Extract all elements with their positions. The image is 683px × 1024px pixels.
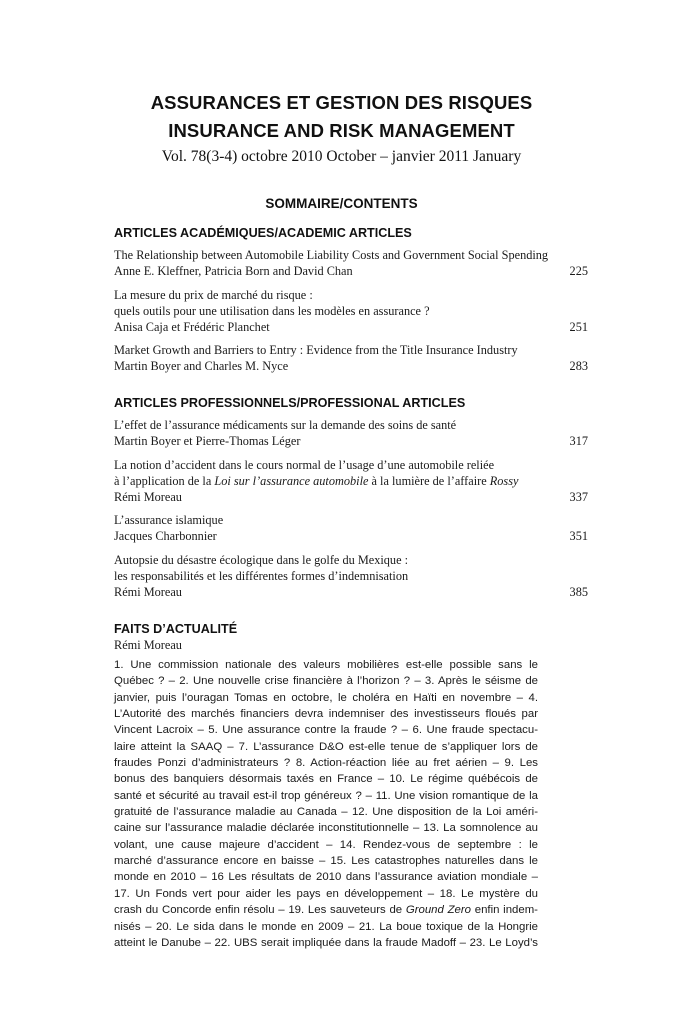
paragraph-line: 1. Une commission nationale des valeurs mobilières est-elle possible sans le bbox=[114, 659, 538, 671]
paragraph-line: gratuité de l’assurance maladie au Canada – 12. Une disposition de la Loi améri- bbox=[114, 806, 538, 819]
article-authors: Martin Boyer and Charles M. Nyce bbox=[114, 359, 289, 373]
article-title: L’assurance islamique bbox=[114, 513, 224, 527]
article-authors: Anisa Caja et Frédéric Planchet bbox=[114, 320, 270, 334]
contents-heading: SOMMAIRE/CONTENTS bbox=[265, 196, 418, 211]
toc-entry bbox=[114, 342, 588, 374]
law-title-italic: Loi sur l’assurance automobile bbox=[214, 474, 369, 488]
paragraph-line: volant, une cause majeure d’accident – 14. Rendez-vous de septembre : le bbox=[114, 838, 538, 851]
title-text: à la lumière de l’affaire bbox=[368, 474, 490, 488]
article-title-continued bbox=[114, 473, 588, 489]
page-number: 283 bbox=[569, 359, 588, 373]
page-number: 385 bbox=[569, 585, 588, 599]
ground-zero-italic: Ground Zero bbox=[405, 904, 471, 917]
paragraph-line: laire atteint la SAAQ – 7. L’assurance D&O est-elle tenue de s’appliquer lors de bbox=[114, 740, 538, 753]
article-authors: Rémi Moreau bbox=[114, 490, 182, 504]
paragraph-line: nisés – 20. Le sida dans le monde en 2009 – 21. La boue toxique de la Hongrie bbox=[114, 920, 538, 933]
paragraph-line: monde en 2010 – 16 Les résultats de 2010 dans l’assurance aviation mondiale – bbox=[114, 871, 538, 884]
toc-entry bbox=[114, 417, 588, 449]
paragraph-line: caine sur l’assurance maladie déclarée inconstitutionnelle – 13. La somnolence au bbox=[114, 822, 538, 835]
article-authors: Martin Boyer et Pierre-Thomas Léger bbox=[114, 434, 301, 448]
paragraph-line: Vincent Lacroix – 5. Une assurance contre la fraude ? – 6. Une fraude spectacu- bbox=[114, 724, 538, 737]
article-title-continued: quels outils pour une utilisation dans les modèles en assurance ? bbox=[114, 304, 430, 318]
professional-articles-heading: ARTICLES PROFESSIONNELS/PROFESSIONAL ARTICLES bbox=[114, 396, 466, 410]
toc-entry bbox=[114, 457, 588, 505]
article-title: Autopsie du désastre écologique dans le golfe du Mexique : bbox=[114, 553, 409, 567]
academic-articles-heading: ARTICLES ACADÉMIQUES/ACADEMIC ARTICLES bbox=[114, 226, 412, 240]
article-title: L’effet de l’assurance médicaments sur la demande des soins de santé bbox=[114, 418, 457, 432]
toc-entry bbox=[114, 552, 588, 600]
article-title-continued: les responsabilités et les différentes formes d’indemnisation bbox=[114, 569, 409, 583]
paragraph-line: marché d’assurance encore en baisse – 15. Les catastrophes naturelles dans le bbox=[114, 855, 538, 868]
toc-entry bbox=[114, 247, 588, 279]
case-name-italic: Rossy bbox=[489, 474, 519, 488]
paragraph-line: 17. Un Fonds vert pour aider les pays en développement – 18. Le mystère du bbox=[114, 887, 538, 900]
article-title: La notion d’accident dans le cours normal de l’usage d’une automobile reliée bbox=[114, 458, 495, 472]
article-title: Market Growth and Barriers to Entry : Evidence from the Title Insurance Industry bbox=[114, 343, 518, 357]
page-number: 337 bbox=[569, 490, 588, 504]
line-text: crash du Concorde enfin résolu – 19. Les sauveteurs de bbox=[114, 904, 406, 917]
paragraph-line: Québec ? – 2. Une nouvelle crise financière à l’horizon ? – 3. Après le séisme de bbox=[114, 675, 538, 688]
volume-issue-line: Vol. 78(3-4) octobre 2010 October – janvier 2011 January bbox=[161, 148, 522, 165]
paragraph-line: atteint le Danube – 22. UBS serait impliquée dans la fraude Madoff – 23. Le Loyd’s bbox=[114, 936, 538, 949]
paragraph-line: fraudes Ponzi d’administrateurs ? 8. Action-réaction liée au fret aérien – 9. Les bbox=[114, 757, 538, 770]
line-text: enfin indem- bbox=[471, 904, 538, 917]
news-author: Rémi Moreau bbox=[114, 638, 182, 652]
article-title: La mesure du prix de marché du risque : bbox=[114, 288, 313, 302]
page-number: 351 bbox=[569, 529, 588, 543]
paragraph-line: L’Autorité des marchés financiers devra indemniser des investisseurs floués par bbox=[114, 708, 538, 721]
page-number: 317 bbox=[569, 434, 588, 448]
page-number: 225 bbox=[569, 264, 588, 278]
article-title: The Relationship between Automobile Liability Costs and Government Social Spending bbox=[114, 248, 549, 262]
paragraph-line bbox=[114, 902, 538, 918]
toc-entry bbox=[114, 512, 588, 544]
news-summary-paragraph bbox=[114, 657, 538, 951]
journal-title-french: ASSURANCES ET GESTION DES RISQUES bbox=[150, 92, 533, 113]
paragraph-line: bonus des banquiers désormais taxés en France – 10. Le régime québécois de bbox=[114, 773, 538, 786]
article-authors: Jacques Charbonnier bbox=[114, 529, 217, 543]
paragraph-line: santé et sécurité au travail est-il trop généreux ? – 11. Une vision romantique de la bbox=[114, 789, 538, 802]
article-authors: Rémi Moreau bbox=[114, 585, 182, 599]
page-number: 251 bbox=[569, 320, 588, 334]
journal-title-english: INSURANCE AND RISK MANAGEMENT bbox=[168, 120, 515, 141]
toc-entry bbox=[114, 287, 588, 335]
title-text: à l’application de la bbox=[114, 474, 215, 488]
article-authors: Anne E. Kleffner, Patricia Born and David Chan bbox=[114, 264, 353, 278]
paragraph-line: janvier, puis l’ouragan Tomas en octobre, le choléra en Haïti en novembre – 4. bbox=[114, 691, 538, 704]
news-heading: FAITS D’ACTUALITÉ bbox=[114, 622, 238, 636]
